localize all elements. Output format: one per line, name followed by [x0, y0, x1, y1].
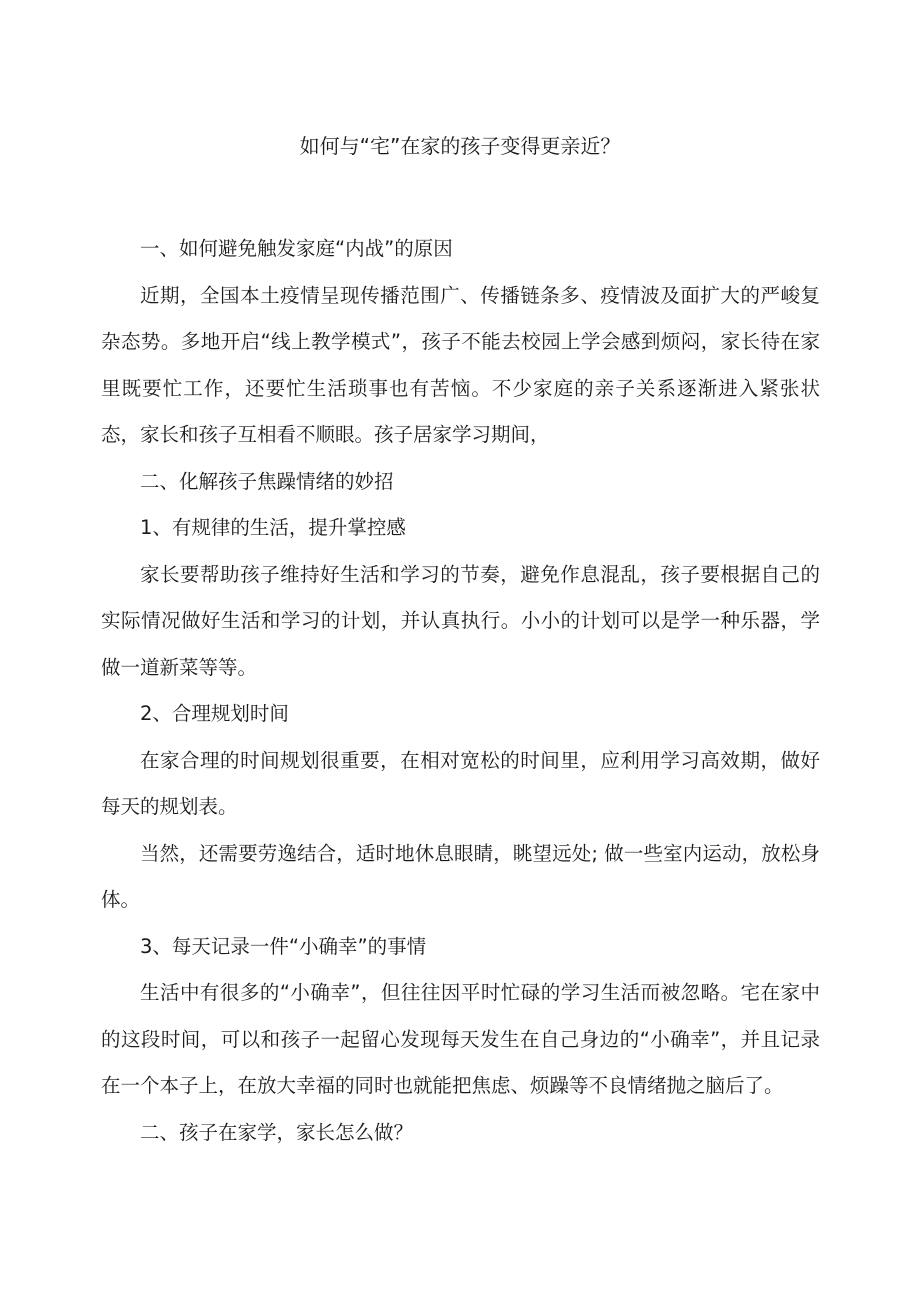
- paragraph-background: 近期，全国本土疫情呈现传播范围广、传播链条多、疫情波及面扩大的严峻复杂态势。多地开启“线上教学模式”，孩子不能去校园上学会感到烦闷，家长待在家里既要忙工作，还要忙生活琐事也有苦恼。不少家庭的亲子关系逐渐进入紧张状态，家长和孩子互相看不顺眼。孩子居家学习期间，: [101, 283, 820, 446]
- section-heading-1: 一、如何避免触发家庭“内战”的原因: [140, 237, 453, 260]
- paragraph-rest: 当然，还需要劳逸结合，适时地休息眼睛，眺望远处; 做一些室内运动，放松身体。: [101, 841, 820, 911]
- paragraph-time-plan: 在家合理的时间规划很重要，在相对宽松的时间里，应利用学习高效期，做好每天的规划表。: [101, 748, 820, 818]
- subheading-2: 2、合理规划时间: [140, 702, 289, 725]
- section-heading-3: 二、孩子在家学，家长怎么做？: [140, 1120, 414, 1144]
- subheading-3: 3、每天记录一件“小确幸”的事情: [140, 934, 427, 958]
- subheading-1: 1、有规律的生活，提升掌控感: [140, 516, 406, 539]
- paragraph-small-happiness: 生活中有很多的“小确幸”，但往往因平时忙碌的学习生活而被忽略。宅在家中的这段时间，可以和孩子一起留心发现每天发生在自己身边的“小确幸”，并且记录在一个本子上，在放大幸福的同时也就能把焦虑、烦躁等不良情绪抛之脑后了。: [101, 981, 820, 1097]
- document-title: 如何与“宅”在家的孩子变得更亲近？: [299, 134, 621, 158]
- document-body: [101, 226, 820, 1156]
- section-heading-2: 二、化解孩子焦躁情绪的妙招: [140, 469, 394, 493]
- paragraph-routine: 家长要帮助孩子维持好生活和学习的节奏，避免作息混乱，孩子要根据自己的实际情况做好生活和学习的计划，并认真执行。小小的计划可以是学一种乐器，学做一道新菜等等。: [101, 562, 820, 679]
